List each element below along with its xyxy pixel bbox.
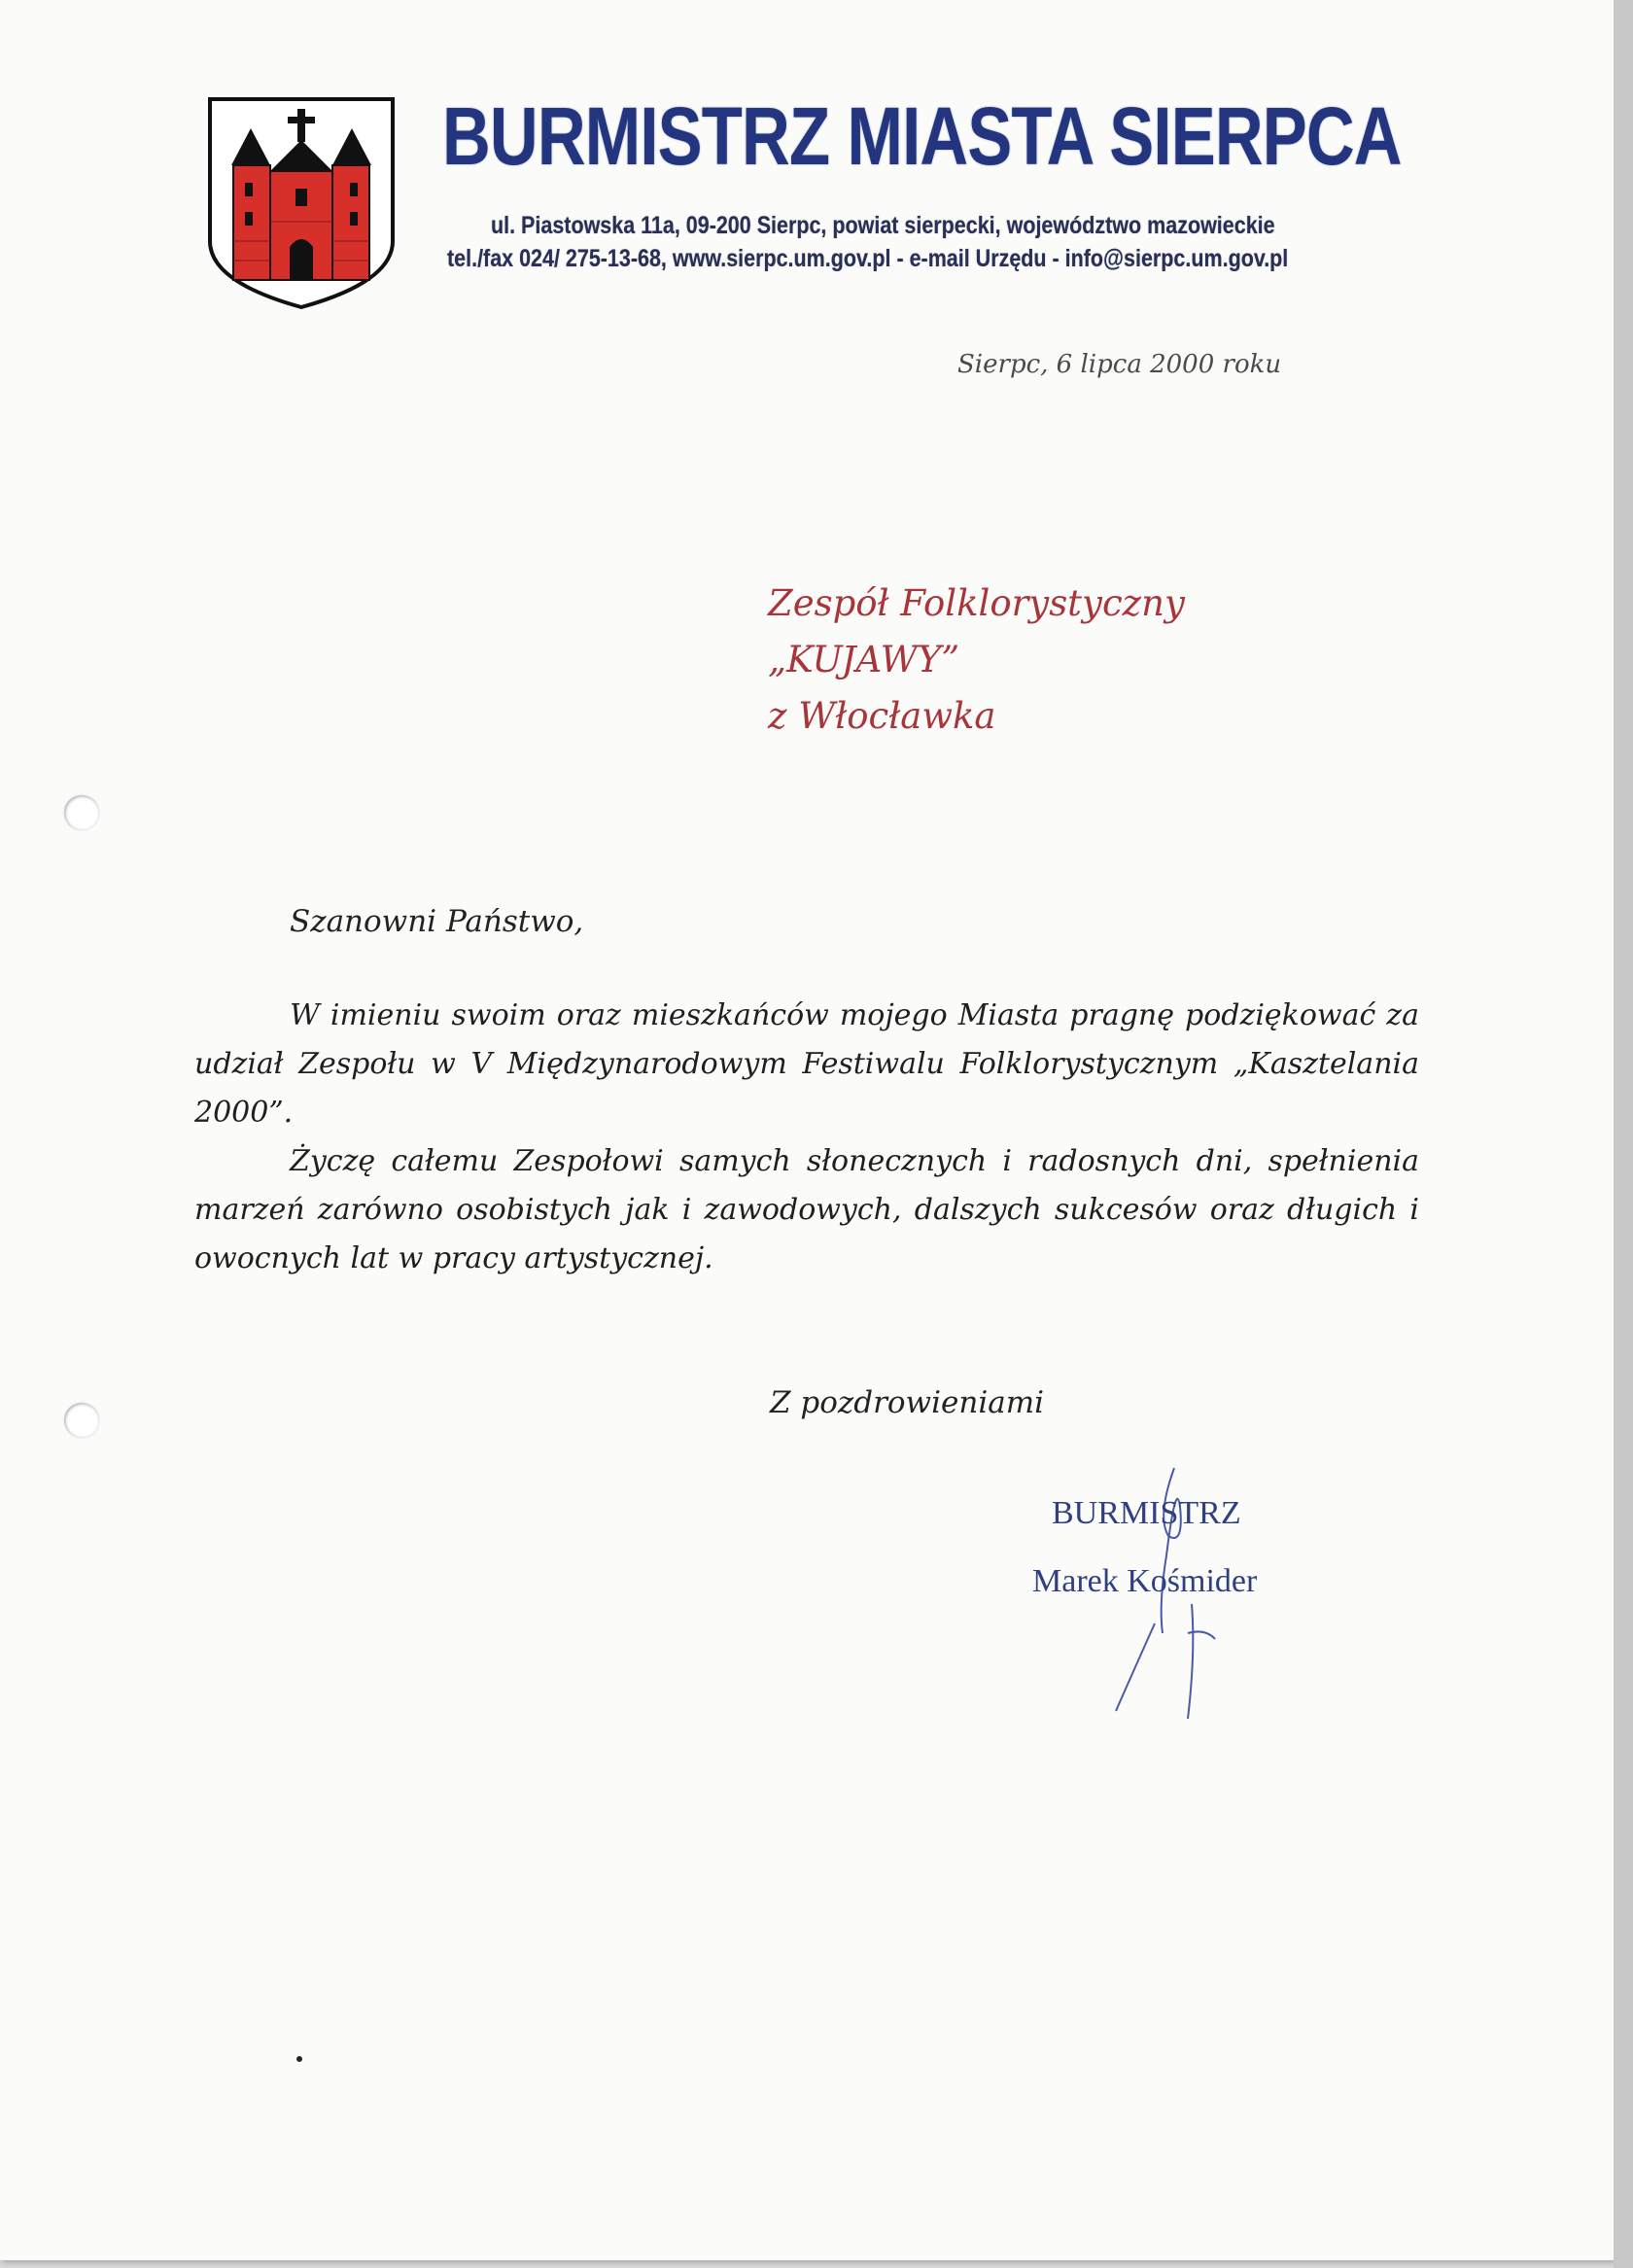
letter-date: Sierpc, 6 lipca 2000 roku: [957, 350, 1282, 379]
letterhead-contact: tel./fax 024/ 275-13-68, www.sierpc.um.gov.pl - e-mail Urzędu - info@sierpc.um.gov.pl: [447, 245, 1289, 272]
salutation: Szanowni Państwo,: [290, 904, 584, 939]
punch-hole: [64, 1403, 99, 1438]
closing-line: Z pozdrowieniami: [770, 1385, 1045, 1420]
punch-hole: [64, 795, 99, 830]
scan-edge: [1614, 0, 1633, 2268]
letter-body: [194, 992, 1419, 1283]
ink-dot: [296, 2056, 302, 2062]
coat-of-arms-church-icon: [206, 95, 397, 311]
body-paragraph: Życzę całemu Zespołowi samych słonecznych i radosnych dni, spełnienia marzeń zarówno osobistych jak i zawodowych, dalszych sukcesów oraz długich i owocnych lat w pracy artystycznej.: [194, 1144, 1419, 1275]
addressee-block: [768, 576, 1185, 745]
addressee-line: „KUJAWY”: [768, 639, 960, 680]
letterhead-address: ul. Piastowska 11a, 09-200 Sierpc, powiat sierpecki, województwo mazowieckie: [491, 212, 1275, 239]
addressee-line: Zespół Folklorystyczny: [768, 582, 1185, 624]
signatory-name: Marek Kośmider: [1032, 1563, 1258, 1599]
addressee-line: z Włocławka: [768, 695, 996, 737]
body-paragraph: W imieniu swoim oraz mieszkańców mojego Miasta pragnę podziękować za udział Zespołu w V Międzynarodowym Festiwalu Folklorystycznym „Kasztelania 2000”.: [194, 998, 1419, 1130]
letterhead-title: BURMISTRZ MIASTA SIERPCA: [442, 90, 1402, 182]
signatory-title: BURMISTRZ: [1052, 1495, 1241, 1531]
